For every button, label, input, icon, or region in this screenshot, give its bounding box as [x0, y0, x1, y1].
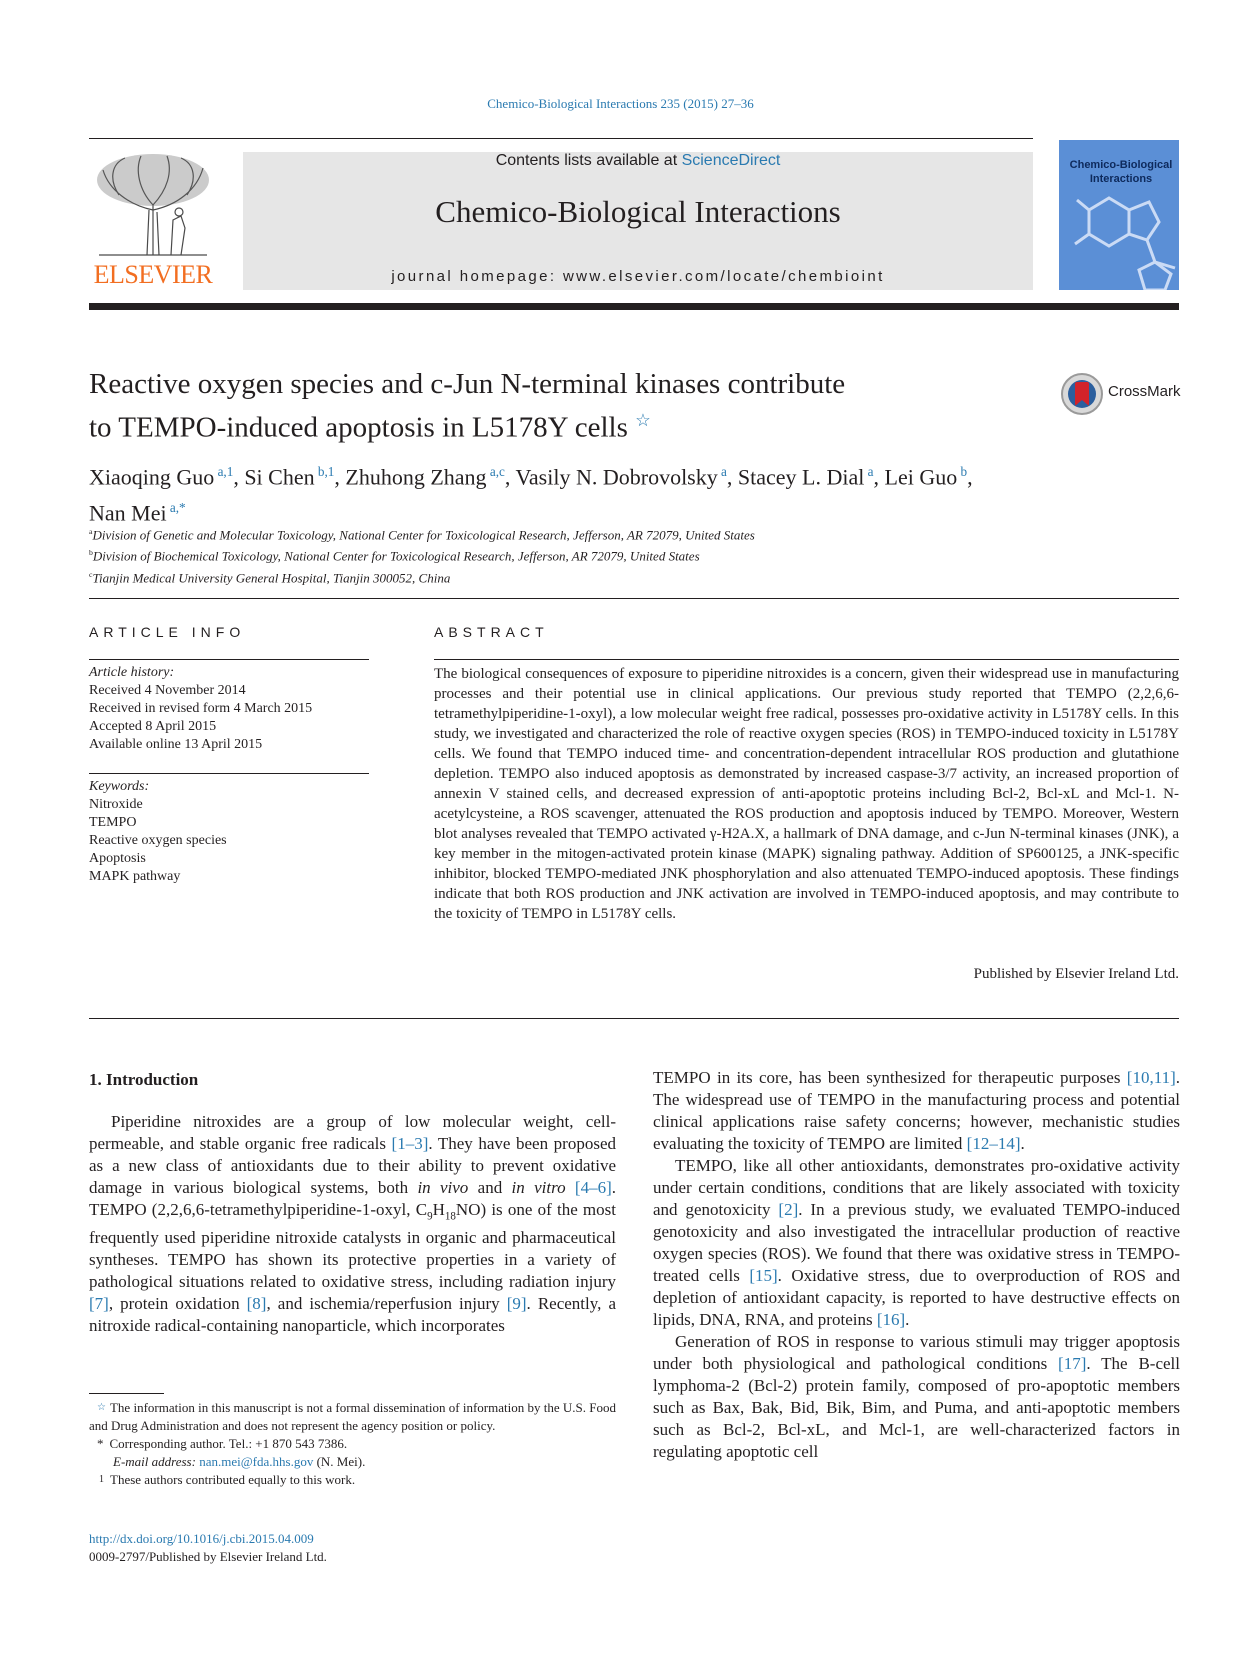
divider: [434, 659, 1179, 660]
citation-link[interactable]: [12–14]: [966, 1134, 1021, 1153]
keywords-label: Keywords:: [89, 779, 150, 794]
article-info-heading: ARTICLE INFO: [89, 624, 246, 640]
keywords: [89, 778, 369, 886]
doi-block: [89, 1530, 616, 1566]
affiliation-mark: a: [89, 527, 93, 536]
citation-link[interactable]: [15]: [749, 1266, 778, 1285]
footnote-corr-mark: *: [97, 1436, 104, 1451]
elsevier-wordmark: ELSEVIER: [93, 260, 213, 289]
molecule-icon: [1059, 140, 1179, 290]
author-name: Nan Mei: [89, 500, 167, 526]
footnote-equal: [89, 1471, 616, 1489]
header-thick-rule: [89, 303, 1179, 310]
divider: [89, 598, 1179, 599]
affiliations: [89, 523, 1089, 587]
abstract-heading: ABSTRACT: [434, 624, 549, 640]
email-suffix: (N. Mei).: [313, 1454, 366, 1469]
footnote-star-mark: ☆: [97, 1402, 106, 1413]
footnote-email: [89, 1453, 616, 1471]
author-name: Lei Guo: [884, 464, 958, 490]
footnote-corresponding: [89, 1435, 616, 1453]
contents-line: [243, 152, 1033, 170]
history-label: Article history:: [89, 665, 175, 680]
title-star-mark[interactable]: ☆: [635, 410, 651, 430]
history-item: Received in revised form 4 March 2015: [89, 701, 313, 716]
author-name: Stacey L. Dial: [737, 464, 865, 490]
keyword: MAPK pathway: [89, 869, 181, 884]
subscript: 9: [427, 1210, 433, 1223]
author-affiliation-mark[interactable]: b,1: [314, 464, 335, 479]
citation-link[interactable]: [4–6]: [574, 1178, 612, 1197]
author-name: Vasily N. Dobrovolsky: [515, 464, 718, 490]
keyword: Apoptosis: [89, 851, 146, 866]
author-affiliation-mark[interactable]: a: [717, 464, 727, 479]
top-rule: [89, 138, 1033, 139]
keyword: TEMPO: [89, 815, 137, 830]
history-item: Available online 13 April 2015: [89, 737, 263, 752]
article-title-line2-text: to TEMPO-induced apoptosis in L5178Y cells: [89, 411, 628, 444]
author-name: Si Chen: [244, 464, 315, 490]
affiliation-mark: c: [89, 569, 93, 579]
footnote-equal-text: These authors contributed equally to this work.: [110, 1472, 356, 1487]
crossmark-button[interactable]: [1060, 372, 1180, 416]
article-title: [89, 366, 989, 446]
paragraph: TEMPO, like all other antioxidants, demonstrates pro-oxidative activity under certain conditions, conditions that are likely associated with toxicity and genotoxicity [2]. In a previous study, we evaluated TEMPO-induced genotoxicity and also investigated the intracellular production of reactive oxygen species (ROS). We found that there was oxidative stress in TEMPO-treated cells [15]. Oxidative stress, due to overproduction of ROS and depletion of antioxidant capacity, is reported to have destructive effects on lipids, DNA, RNA, and proteins [16].: [653, 1156, 1180, 1329]
affiliation-text: Division of Genetic and Molecular Toxicology, National Center for Toxicological Research, Jefferson, AR 72079, United States: [92, 527, 755, 543]
doi-link[interactable]: http://dx.doi.org/10.1016/j.cbi.2015.04.009: [89, 1531, 314, 1546]
author-affiliation-mark[interactable]: a,*: [166, 500, 186, 516]
author-separator: ,: [873, 464, 885, 490]
footnote-star-text: The information in this manuscript is not a formal dissemination of information by the U.S. Food and Drug Administration and does not represent the agency position or policy.: [89, 1400, 616, 1433]
footnotes: [89, 1399, 616, 1489]
footnote-star: [89, 1399, 616, 1435]
author-name: Xiaoqing Guo: [89, 464, 215, 490]
paragraph: Piperidine nitroxides are a group of low molecular weight, cell-permeable, and stable organic free radicals [1–3]. They have been proposed as a new class of antioxidants due to their ability to prevent oxidative damage in various biological systems, both in vivo and in vitro [4–6]. TEMPO (2,2,6,6-tetramethylpiperidine-1-oxyl, $C_9H_{18}NO$) is one of the most frequently used piperidine nitroxide catalysts in organic and pharmaceutical syntheses. TEMPO has shown its protective properties in a variety of pathological situations related to oxidative stress, including radiation injury [7], protein oxidation [8], and ischemia/reperfusion injury [9]. Recently, a nitroxide radical-containing nanoparticle, which incorporates: [89, 1112, 616, 1336]
affiliation: [89, 544, 1089, 565]
divider: [89, 659, 369, 660]
email-label: E-mail address:: [113, 1454, 196, 1469]
cover-title-line1: Chemico-Biological: [1069, 159, 1173, 171]
affiliation-text: Division of Biochemical Toxicology, National Center for Toxicological Research, Jefferson, AR 72079, United States: [92, 548, 700, 564]
citation-link[interactable]: [9]: [506, 1294, 527, 1314]
author-affiliation-mark[interactable]: a: [864, 464, 874, 479]
issn-line: 0009-2797/Published by Elsevier Ireland Ltd.: [89, 1549, 327, 1564]
abstract-text: The biological consequences of exposure to piperidine nitroxides is a concern, given their widespread use in manufacturing processes and their potential use in clinical applications. Our previous study reported that TEMPO (2,2,6,6-tetramethylpiperidine-1-oxyl), a low molecular weight free radical, possesses pro-oxidative activity in L5178Y cells. In this study, we investigated and characterized the role of reactive oxygen species (ROS) in TEMPO-induced toxicity in L5178Y cells. We found that TEMPO induced time- and concentration-dependent intracellular ROS production and glutathione depletion. TEMPO also induced apoptosis as demonstrated by increased caspase-3/7 activity, an increased proportion of annexin V stained cells, and decreased expression of anti-apoptotic proteins including Bcl-2, Bcl-xL and Mcl-1. N-acetylcysteine, a ROS scavenger, attenuated the ROS production and apoptosis induced by TEMPO. Moreover, Western blot analyses revealed that TEMPO activated γ-H2A.X, a hallmark of DNA damage, and c-Jun N-terminal kinases (JNK), a key member in the mitogen-activated protein kinase (MAPK) signaling pathway. Addition of SP600125, a JNK-specific inhibitor, blocked TEMPO-mediated JNK phosphorylation and also attenuated TEMPO-induced apoptosis. These findings indicate that both ROS production and JNK activation are involved in TEMPO-induced apoptosis, and may contribute to the toxicity of TEMPO in L5178Y cells.: [434, 666, 1179, 922]
divider: [89, 773, 369, 774]
affiliation: [89, 523, 1089, 544]
author-name: Zhuhong Zhang: [345, 464, 487, 490]
author-separator: ,: [233, 464, 245, 490]
affiliation-mark: b: [89, 548, 93, 558]
right-column: [653, 1067, 1180, 1463]
author-separator: ,: [504, 464, 516, 490]
email-link[interactable]: nan.mei@fda.hhs.gov: [199, 1454, 314, 1469]
journal-banner: [243, 152, 1033, 290]
author-separator: ,: [967, 464, 973, 490]
keyword: Nitroxide: [89, 797, 143, 812]
paragraph: TEMPO in its core, has been synthesized for therapeutic purposes [10,11]. The widespread use of TEMPO in the manufacturing process and potential clinical applications raise safety concerns; however, mechanistic studies evaluating the toxicity of TEMPO are limited [12–14].: [653, 1068, 1180, 1153]
sciencedirect-link[interactable]: ScienceDirect: [681, 152, 781, 169]
footnote-corr-text: Corresponding author. Tel.: +1 870 543 7386.: [109, 1436, 348, 1451]
citation-link[interactable]: [1–3]: [391, 1134, 429, 1153]
section-heading-introduction: 1. Introduction: [89, 1070, 199, 1089]
journal-citation[interactable]: Chemico-Biological Interactions 235 (2015) 27–36: [487, 96, 754, 111]
divider: [89, 1018, 1179, 1019]
author-affiliation-mark[interactable]: a,1: [214, 464, 234, 479]
journal-cover: [1059, 140, 1179, 290]
citation-link[interactable]: [2]: [778, 1200, 799, 1219]
keyword: Reactive oxygen species: [89, 833, 227, 848]
history-item: Received 4 November 2014: [89, 683, 246, 698]
italic-text: in vivo: [417, 1178, 469, 1197]
affiliation: [89, 566, 1089, 587]
citation-link[interactable]: [7]: [89, 1294, 109, 1314]
italic-text: in vitro: [511, 1178, 566, 1197]
article-title-line2: [89, 402, 989, 446]
crossmark-label: CrossMark: [1108, 383, 1181, 400]
journal-name: Chemico-Biological Interactions: [435, 194, 841, 229]
citation-link[interactable]: [10,11]: [1126, 1068, 1176, 1087]
history-item: Accepted 8 April 2015: [89, 719, 217, 734]
elsevier-logo: [89, 150, 217, 290]
paragraph: Generation of ROS in response to various stimuli may trigger apoptosis under both physiological and pathological conditions [17]. The B-cell lymphoma-2 (Bcl-2) protein family, composed of pro-apoptotic members such as Bax, Bak, Bid, Bik, Bim, and Puma, and anti-apoptotic members such as Bcl-2, Bcl-xL, and Mcl-1, are well-characterized factors in regulating apoptotic cell: [653, 1332, 1180, 1461]
left-column: [89, 1111, 616, 1337]
citation-link[interactable]: [16]: [876, 1310, 906, 1329]
author-affiliation-mark[interactable]: b: [957, 464, 968, 479]
article-title-line1: Reactive oxygen species and c-Jun N-terminal kinases contribute: [89, 368, 846, 400]
author-list: [89, 456, 1179, 529]
article-history: [89, 664, 369, 754]
cover-title-line2: Interactions: [1089, 173, 1153, 185]
subscript: 18: [444, 1210, 456, 1223]
published-by: Published by Elsevier Ireland Ltd.: [973, 966, 1179, 982]
author-affiliation-mark[interactable]: a,c: [486, 464, 505, 479]
author-separator: ,: [334, 464, 346, 490]
affiliation-text: Tianjin Medical University General Hospital, Tianjin 300052, China: [92, 569, 451, 585]
footnote-equal-mark: 1: [99, 1474, 104, 1485]
footnote-rule: [89, 1393, 164, 1394]
citation-link[interactable]: [17]: [1058, 1354, 1087, 1373]
crossmark-icon: [1060, 372, 1104, 416]
contents-prefix: Contents lists available at: [495, 152, 682, 169]
journal-homepage[interactable]: journal homepage: www.elsevier.com/locate/chembioint: [391, 268, 885, 285]
author-separator: ,: [726, 464, 738, 490]
citation-link[interactable]: [8]: [246, 1294, 267, 1314]
elsevier-tree-icon: [89, 150, 217, 260]
